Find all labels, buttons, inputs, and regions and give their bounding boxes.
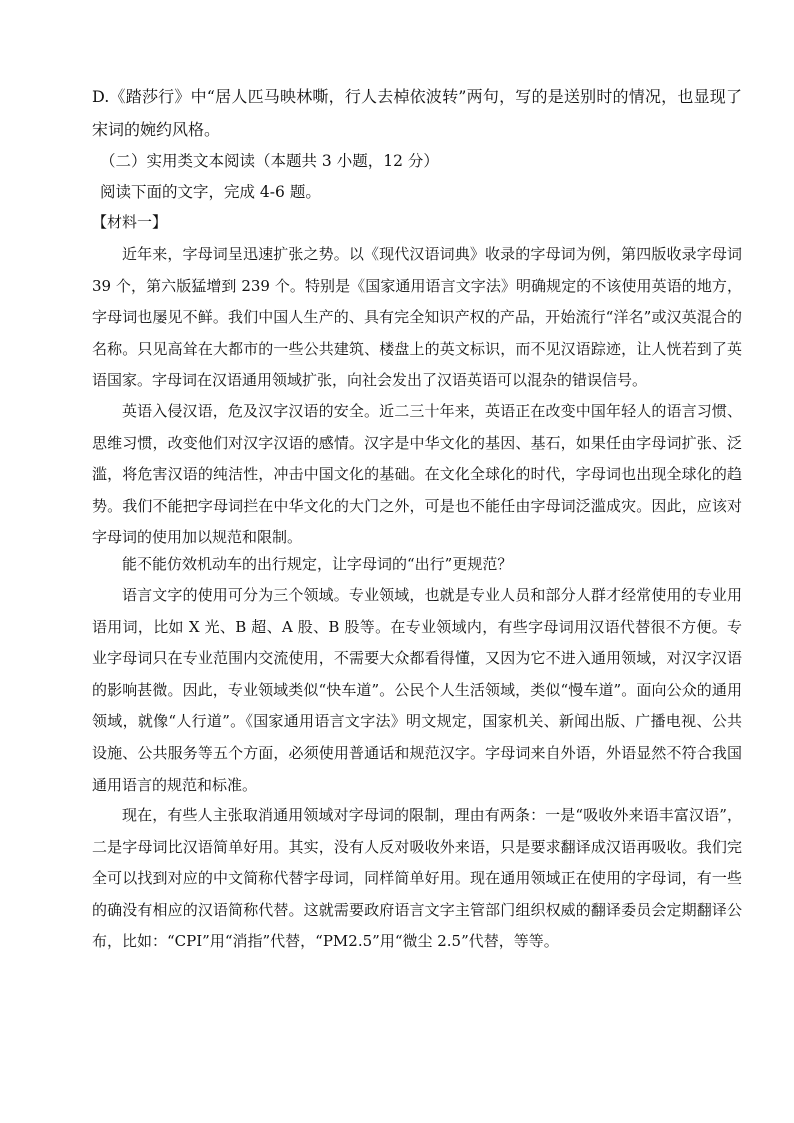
- section-heading: （二）实用类文本阅读（本题共 3 小题，12 分）: [100, 152, 439, 170]
- material-one-label: 【材料一】: [92, 213, 168, 231]
- paragraph-3: 能不能仿效机动车的出行规定，让字母词的“出行”更规范？: [122, 555, 513, 573]
- option-d-text: D.《踏莎行》中“居人匹马映林嘶，行人去棹依波转”两句，写的是送别时的情况，也显现了宋词的婉约风格。: [92, 87, 742, 139]
- paragraph-5: 现在，有些人主张取消通用领域对字母词的限制，理由有两条：一是“吸收外来语丰富汉语”，二是字母词比汉语简单好用。其实，没有人反对吸收外来语，只是要求翻译成汉语再吸收。我们完全可以找到对应的中文简称代替字母词，同样简单好用。现在通用领域正在使用的字母词，有一些的确没有相应的汉语简称代替。这就需要政府语言文字主管部门组织权威的翻译委员会定期翻译公布，比如：“CPI”用“消指”代替，“PM2.5”用“微尘 2.5”代替，等等。: [92, 806, 742, 951]
- reading-instruction: 阅读下面的文字，完成 4-6 题。: [100, 183, 321, 201]
- paragraph-4: 语言文字的使用可分为三个领域。专业领域，也就是专业人员和部分人群才经常使用的专业用语用词，比如 X 光、B 超、A 股、B 股等。在专业领域内，有些字母词用汉语代替很不方便。专业字母词只在专业范围内交流使用，不需要大众都看得懂，又因为它不进入通用领域，对汉字汉语的影响甚微。因此，专业领域类似“快车道”。公民个人生活领域，类似“慢车道”。面向公众的通用领域，就像“人行道”。《国家通用语言文字法》明文规定，国家机关、新闻出版、广播电视、公共设施、公共服务等五个方面，必须使用普通话和规范汉字。字母词来自外语，外语显然不符合我国通用语言的规范和标准。: [92, 586, 742, 794]
- paragraph-2: 英语入侵汉语，危及汉字汉语的安全。近二三十年来，英语正在改变中国年轻人的语言习惯、思维习惯，改变他们对汉字汉语的感情。汉字是中华文化的基因、基石，如果任由字母词扩张、泛滥，将危害汉语的纯洁性，冲击中国文化的基础。在文化全球化的时代，字母词也出现全球化的趋势。我们不能把字母词拦在中华文化的大门之外，可是也不能任由字母词泛滥成灾。因此，应该对字母词的使用加以规范和限制。: [92, 402, 742, 547]
- paragraph-1: 近年来，字母词呈迅速扩张之势。以《现代汉语词典》收录的字母词为例，第四版收录字母词 39 个，第六版猛增到 239 个。特别是《国家通用语言文字法》明确规定的不该使用英语的地方，字母词也屡见不鲜。我们中国人生产的、具有完全知识产权的产品，开始流行“洋名”或汉英混合的名称。只见高耸在大都市的一些公共建筑、楼盘上的英文标识，而不见汉语踪迹，让人恍若到了英语国家。字母词在汉语通用领域扩张，向社会发出了汉语英语可以混杂的错误信号。: [92, 245, 742, 390]
